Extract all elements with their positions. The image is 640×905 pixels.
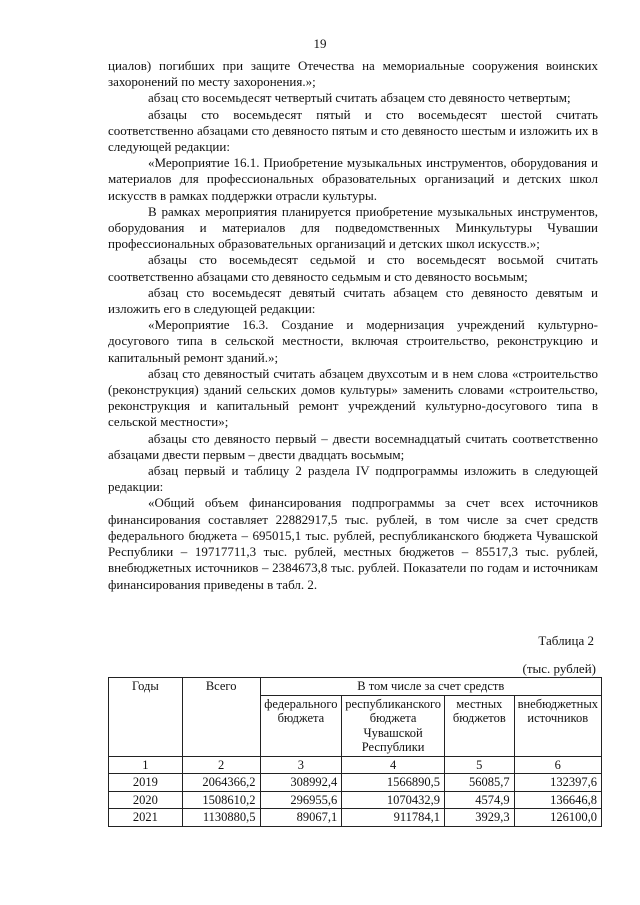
paragraph: абзацы сто восемьдесят седьмой и сто восемьдесят восьмой считать соответственно абзацами сто девяносто седьмым и сто девяносто восьмым;: [108, 252, 598, 284]
cell-federal: 89067,1: [260, 809, 342, 827]
cell-year: 2019: [109, 774, 183, 792]
paragraph: «Мероприятие 16.3. Создание и модернизация учреждений культурно-досугового типа в сельской местности, включая строительство, реконструкцию и капитальный ремонт зданий.»;: [108, 317, 598, 365]
page-number: 19: [313, 36, 327, 51]
header-local: местных бюджетов: [445, 695, 515, 756]
paragraph: абзацы сто девяносто первый – двести восемнадцатый считать соответственно абзацами двести первым – двести двадцать восьмым;: [108, 430, 598, 462]
paragraph: «Общий объем финансирования подпрограммы за счет всех источников финансирования составляет 22882917,5 тыс. рублей, в том числе за счет средств федерального бюджета – 695015,1 тыс. рублей, республиканского бюджета Чувашской Республики – 19717711,3 тыс. рублей, местных бюджетов – 85517,3 тыс. рублей, внебюджетных источников – 2384673,8 тыс. рублей. Показатели по годам и источникам финансирования приведены в табл. 2.: [108, 495, 598, 592]
paragraph: абзац сто девяностый считать абзацем двухсотым и в нем слова «строительство (реконструкция) зданий сельских домов культуры» заменить словами «строительство, реконструкция и капитальный ремонт учреждений культурно-досугового типа в сельской местности»;: [108, 365, 598, 430]
column-number: 3: [260, 756, 342, 774]
column-number: 5: [445, 756, 515, 774]
table-row: [109, 791, 602, 809]
table-row: [109, 774, 602, 792]
body-text: [108, 58, 598, 593]
paragraph: абзац первый и таблицу 2 раздела IV подпрограммы изложить в следующей редакции:: [108, 463, 598, 495]
paragraph: В рамках мероприятия планируется приобретение музыкальных инструментов, оборудования и материалов для подведомственных Минкультуры Чувашии профессиональных образовательных организаций и детских школ искусств.»;: [108, 203, 598, 252]
cell-local: 56085,7: [445, 774, 515, 792]
paragraph: абзац сто восемьдесят девятый считать абзацем сто девяносто девятым и изложить его в следующей редакции:: [108, 284, 598, 317]
cell-year: 2021: [109, 809, 183, 827]
header-group: В том числе за счет средств: [260, 678, 601, 696]
cell-extra: 132397,6: [514, 774, 601, 792]
paragraph: циалов) погибших при защите Отечества на мемориальные сооружения воинских захоронений по месту захоронения.»;: [108, 58, 598, 90]
paragraph: абзац сто восемьдесят четвертый считать абзацем сто девяносто четвертым;: [148, 90, 571, 106]
cell-total: 1130880,5: [182, 809, 260, 827]
column-number-row: [109, 756, 602, 774]
header-total: Всего: [182, 678, 260, 757]
cell-total: 2064366,2: [182, 774, 260, 792]
table-units: (тыс. рублей): [522, 661, 596, 676]
paragraph: «Мероприятие 16.1. Приобретение музыкальных инструментов, оборудования и материалов для профессиональных образовательных организаций и детских школ искусств в рамках поддержки отрасли культуры.: [108, 155, 598, 203]
cell-local: 3929,3: [445, 809, 515, 827]
cell-year: 2020: [109, 791, 183, 809]
cell-republic: 911784,1: [342, 809, 445, 827]
column-number: 4: [342, 756, 445, 774]
table-label: Таблица 2: [538, 633, 594, 648]
cell-extra: 136646,8: [514, 791, 601, 809]
column-number: 1: [109, 756, 183, 774]
table-row: [109, 809, 602, 827]
cell-extra: 126100,0: [514, 809, 601, 827]
table-header-row: [109, 678, 602, 696]
paragraph: абзацы сто восемьдесят пятый и сто восемьдесят шестой считать соответственно абзацами сто девяносто пятым и сто девяносто шестым и изложить их в следующей редакции:: [108, 106, 598, 155]
cell-local: 4574,9: [445, 791, 515, 809]
column-number: 2: [182, 756, 260, 774]
column-number: 6: [514, 756, 601, 774]
header-republic: республиканского бюджета Чувашской Республики: [342, 695, 445, 756]
header-years: Годы: [109, 678, 183, 757]
header-federal: федерального бюджета: [260, 695, 342, 756]
cell-federal: 296955,6: [260, 791, 342, 809]
cell-total: 1508610,2: [182, 791, 260, 809]
cell-republic: 1070432,9: [342, 791, 445, 809]
financing-table: [108, 677, 602, 827]
cell-republic: 1566890,5: [342, 774, 445, 792]
header-extra: внебюджетных источников: [514, 695, 601, 756]
cell-federal: 308992,4: [260, 774, 342, 792]
